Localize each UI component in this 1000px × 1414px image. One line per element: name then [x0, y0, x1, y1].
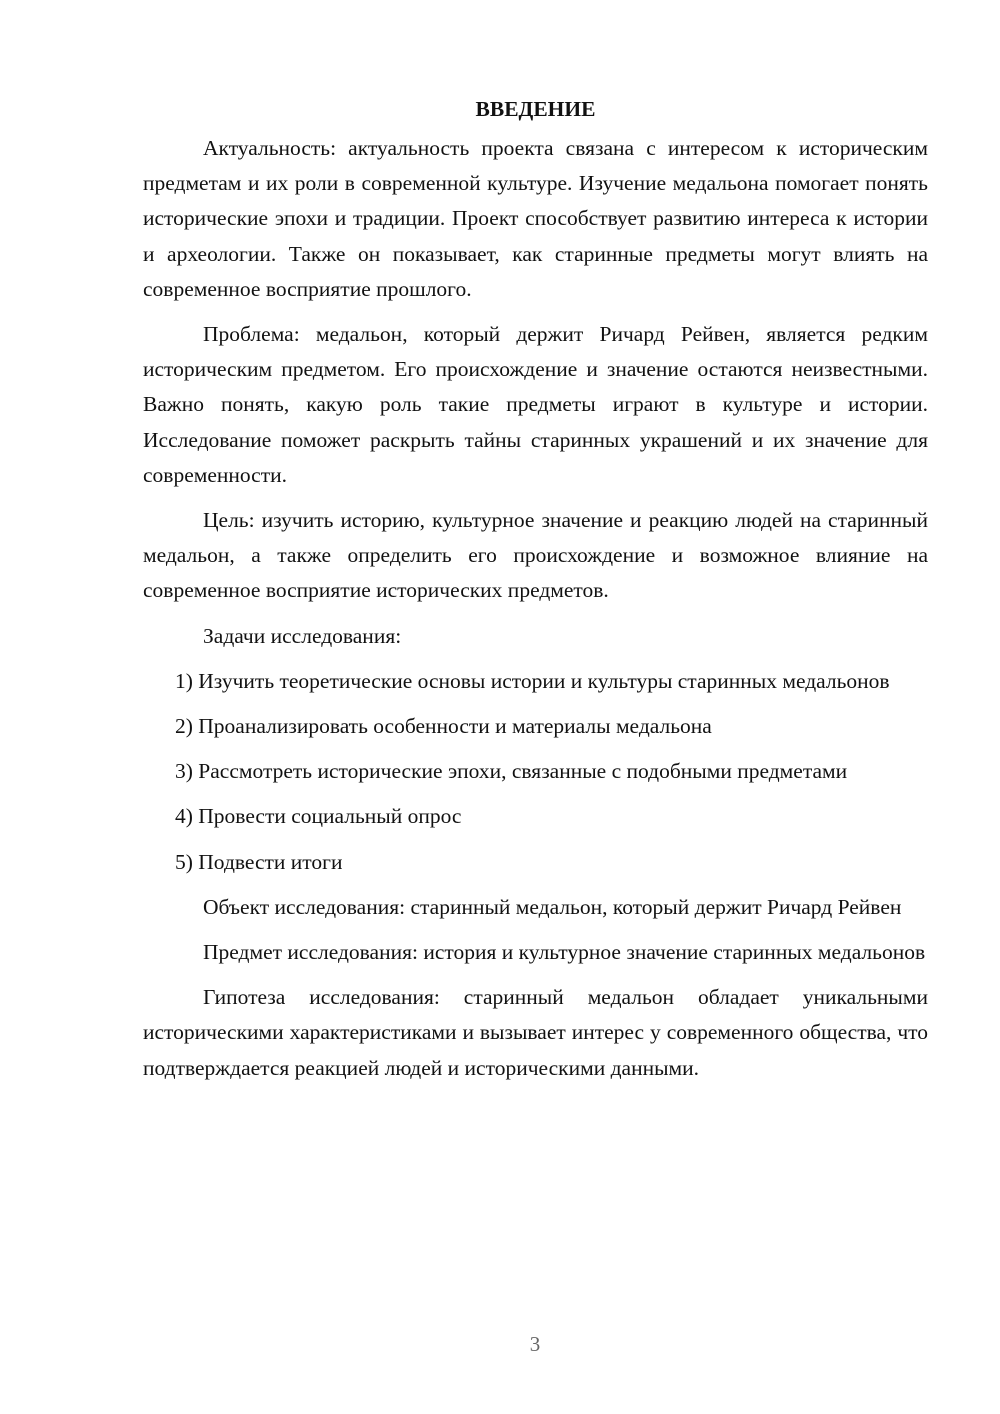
section-heading: ВВЕДЕНИЕ [475, 97, 596, 121]
paragraph-subject: Предмет исследования: история и культурное значение старинных медальонов [203, 940, 926, 965]
task-item: 4) Провести социальный опрос [175, 804, 462, 829]
paragraph-problem: Проблема: медальон, который держит Ричард Рейвен, является редким историческим предметом. Его происхождение и значение остаются неизвестными. Важно понять, какую роль такие предметы играют в культуре и истории. Исследование поможет раскрыть тайны старинных украшений и их значение для современности. [143, 322, 928, 487]
paragraph-relevance: Актуальность: актуальность проекта связана с интересом к историческим предметам и их роли в современной культуре. Изучение медальона помогает понять исторические эпохи и традиции. Проект способствует развитию интереса к истории и археологии. Также он показывает, как старинные предметы могут влиять на современное восприятие прошлого. [143, 136, 928, 301]
page-number: 3 [529, 1332, 541, 1356]
task-item: 1) Изучить теоретические основы истории и культуры старинных медальонов [175, 668, 890, 693]
page-content [143, 92, 928, 1096]
paragraph-object: Объект исследования: старинный медальон, который держит Ричард Рейвен [203, 894, 902, 919]
paragraph-goal: Цель: изучить историю, культурное значение и реакцию людей на старинный медальон, а также определить его происхождение и возможное влияние на современное восприятие исторических предметов. [143, 508, 928, 603]
task-item: 2) Проанализировать особенности и материалы медальона [175, 714, 712, 739]
tasks-heading: Задачи исследования: [203, 623, 402, 648]
paragraph-hypothesis: Гипотеза исследования: старинный медальон обладает уникальными историческими характеристиками и вызывает интерес у современного общества, что подтверждается реакцией людей и историческими данными. [143, 985, 928, 1080]
task-item: 3) Рассмотреть исторические эпохи, связанные с подобными предметами [175, 759, 848, 784]
task-item: 5) Подвести итоги [175, 849, 343, 874]
